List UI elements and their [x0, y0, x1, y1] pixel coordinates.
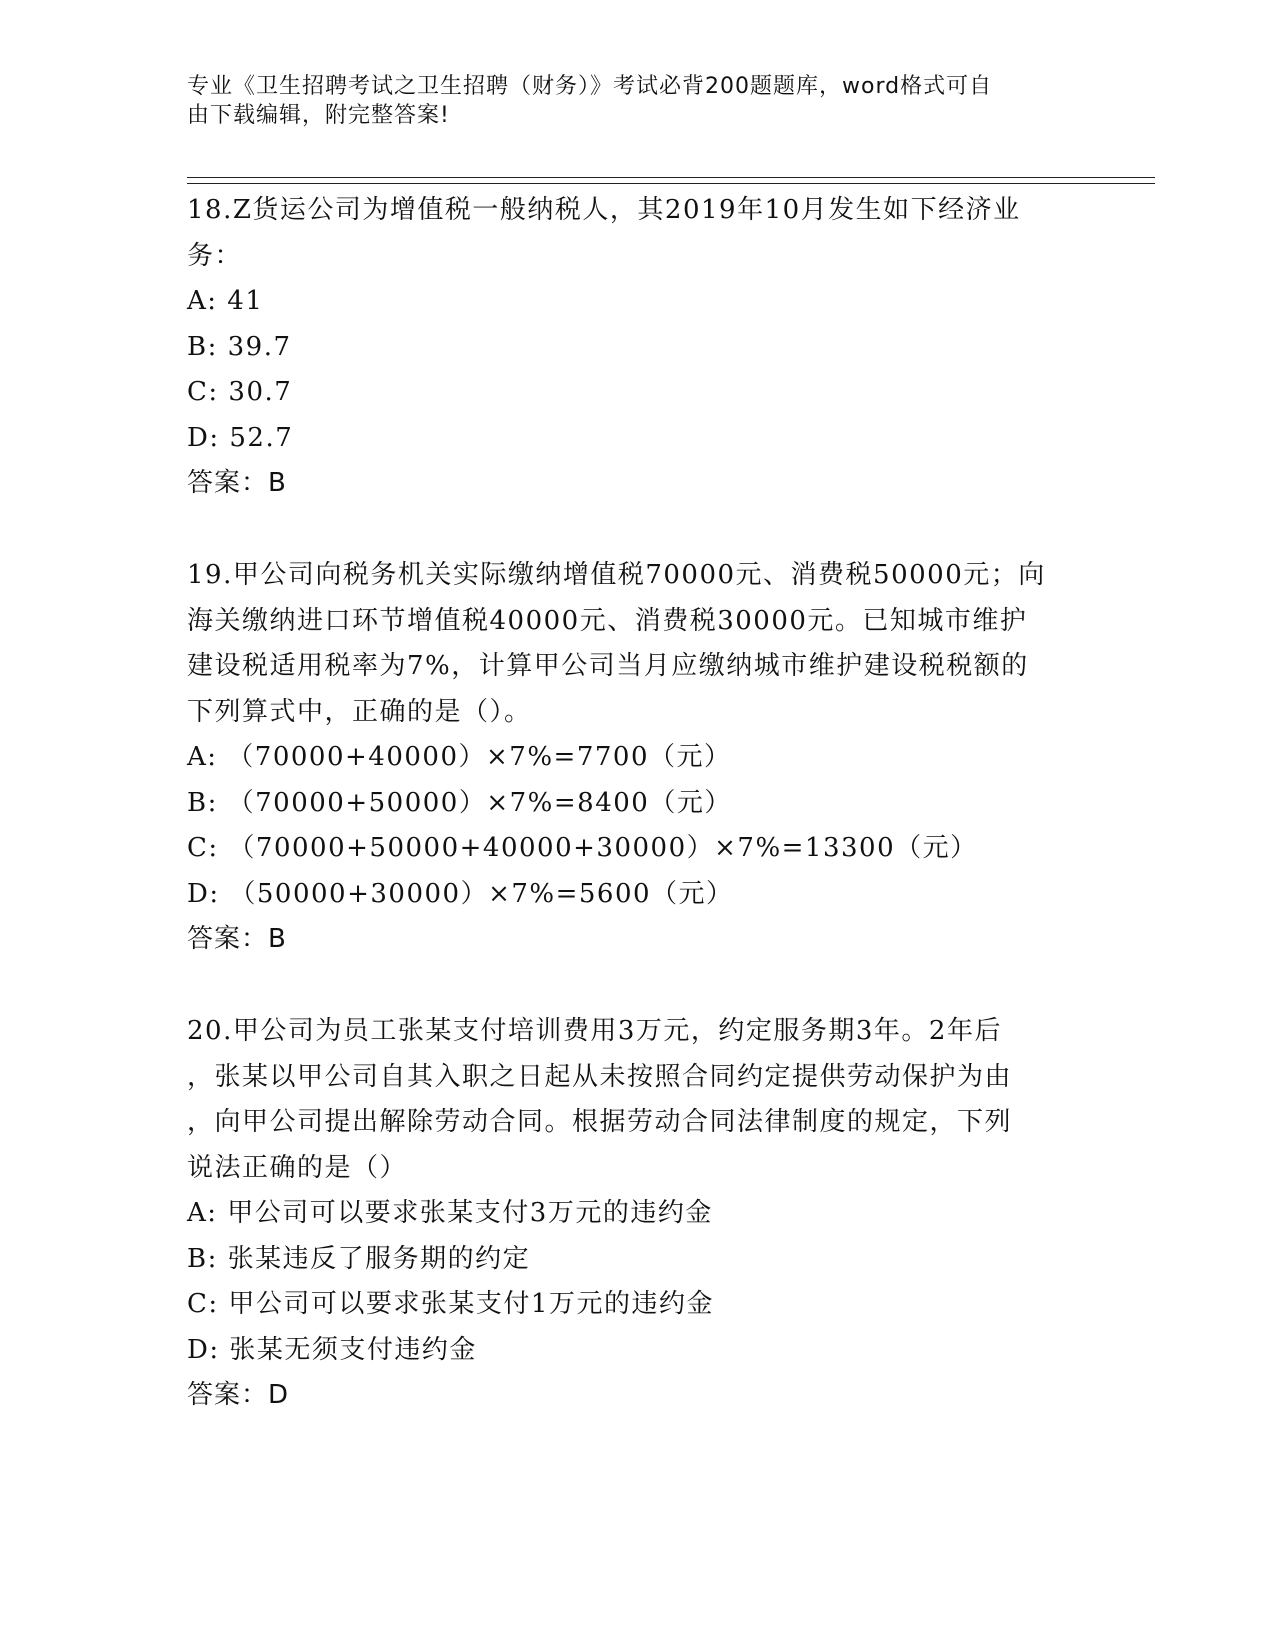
question-stem-line: ，张某以甲公司自其入职之日起从未按照合同约定提供劳动保护为由 — [187, 1061, 1013, 1092]
question-stem-line: 海关缴纳进口环节增值税40000元、消费税30000元。已知城市维护 — [187, 605, 1028, 636]
option-a: A: 41 — [187, 286, 264, 316]
option-d: D: 52.7 — [187, 422, 294, 453]
option-b: B: （70000+50000）×7%=8400（元） — [187, 787, 732, 818]
option-b: B: 39.7 — [187, 331, 292, 362]
header-divider-bottom — [187, 183, 1155, 184]
option-c: C: 30.7 — [187, 377, 293, 407]
header-line-2: 由下载编辑，附完整答案! — [187, 103, 450, 128]
question-stem-line: 务： — [187, 240, 243, 271]
question-20 — [187, 1009, 1067, 1418]
option-d: D: （50000+30000）×7%=5600（元） — [187, 878, 734, 909]
answer: 答案：B — [187, 924, 287, 954]
question-stem-line: 18.Z货运公司为增值税一般纳税人，其2019年10月发生如下经济业 — [187, 195, 1021, 225]
option-a: A: （70000+40000）×7%=7700（元） — [187, 742, 732, 772]
question-stem-line: 建设税适用税率为7%，计算甲公司当月应缴纳城市维护建设税税额的 — [187, 651, 1029, 681]
answer: 答案：D — [187, 1380, 290, 1410]
option-a: A: 甲公司可以要求张某支付3万元的违约金 — [187, 1198, 713, 1228]
answer: 答案：B — [187, 468, 287, 498]
question-19 — [187, 553, 1067, 962]
question-stem-line: ，向甲公司提出解除劳动合同。根据劳动合同法律制度的规定，下列 — [187, 1107, 1013, 1137]
question-stem-line: 说法正确的是（） — [187, 1152, 408, 1183]
header-line-1: 专业《卫生招聘考试之卫生招聘（财务）》考试必背200题题库，word格式可自 — [187, 74, 993, 99]
document-header — [187, 72, 1067, 130]
option-c: C: （70000+50000+40000+30000）×7%=13300（元） — [187, 833, 978, 863]
question-list — [187, 188, 1067, 1418]
header-divider-top — [187, 177, 1155, 178]
option-b: B: 张某违反了服务期的约定 — [187, 1243, 531, 1274]
option-c: C: 甲公司可以要求张某支付1万元的违约金 — [187, 1289, 714, 1319]
question-stem-line: 下列算式中，正确的是（）。 — [187, 696, 532, 727]
question-stem-line: 20.甲公司为员工张某支付培训费用3万元，约定服务期3年。2年后 — [187, 1016, 1002, 1046]
option-d: D: 张某无须支付违约金 — [187, 1334, 477, 1365]
question-18 — [187, 188, 1067, 506]
question-stem-line: 19.甲公司向税务机关实际缴纳增值税70000元、消费税50000元；向 — [187, 560, 1046, 590]
